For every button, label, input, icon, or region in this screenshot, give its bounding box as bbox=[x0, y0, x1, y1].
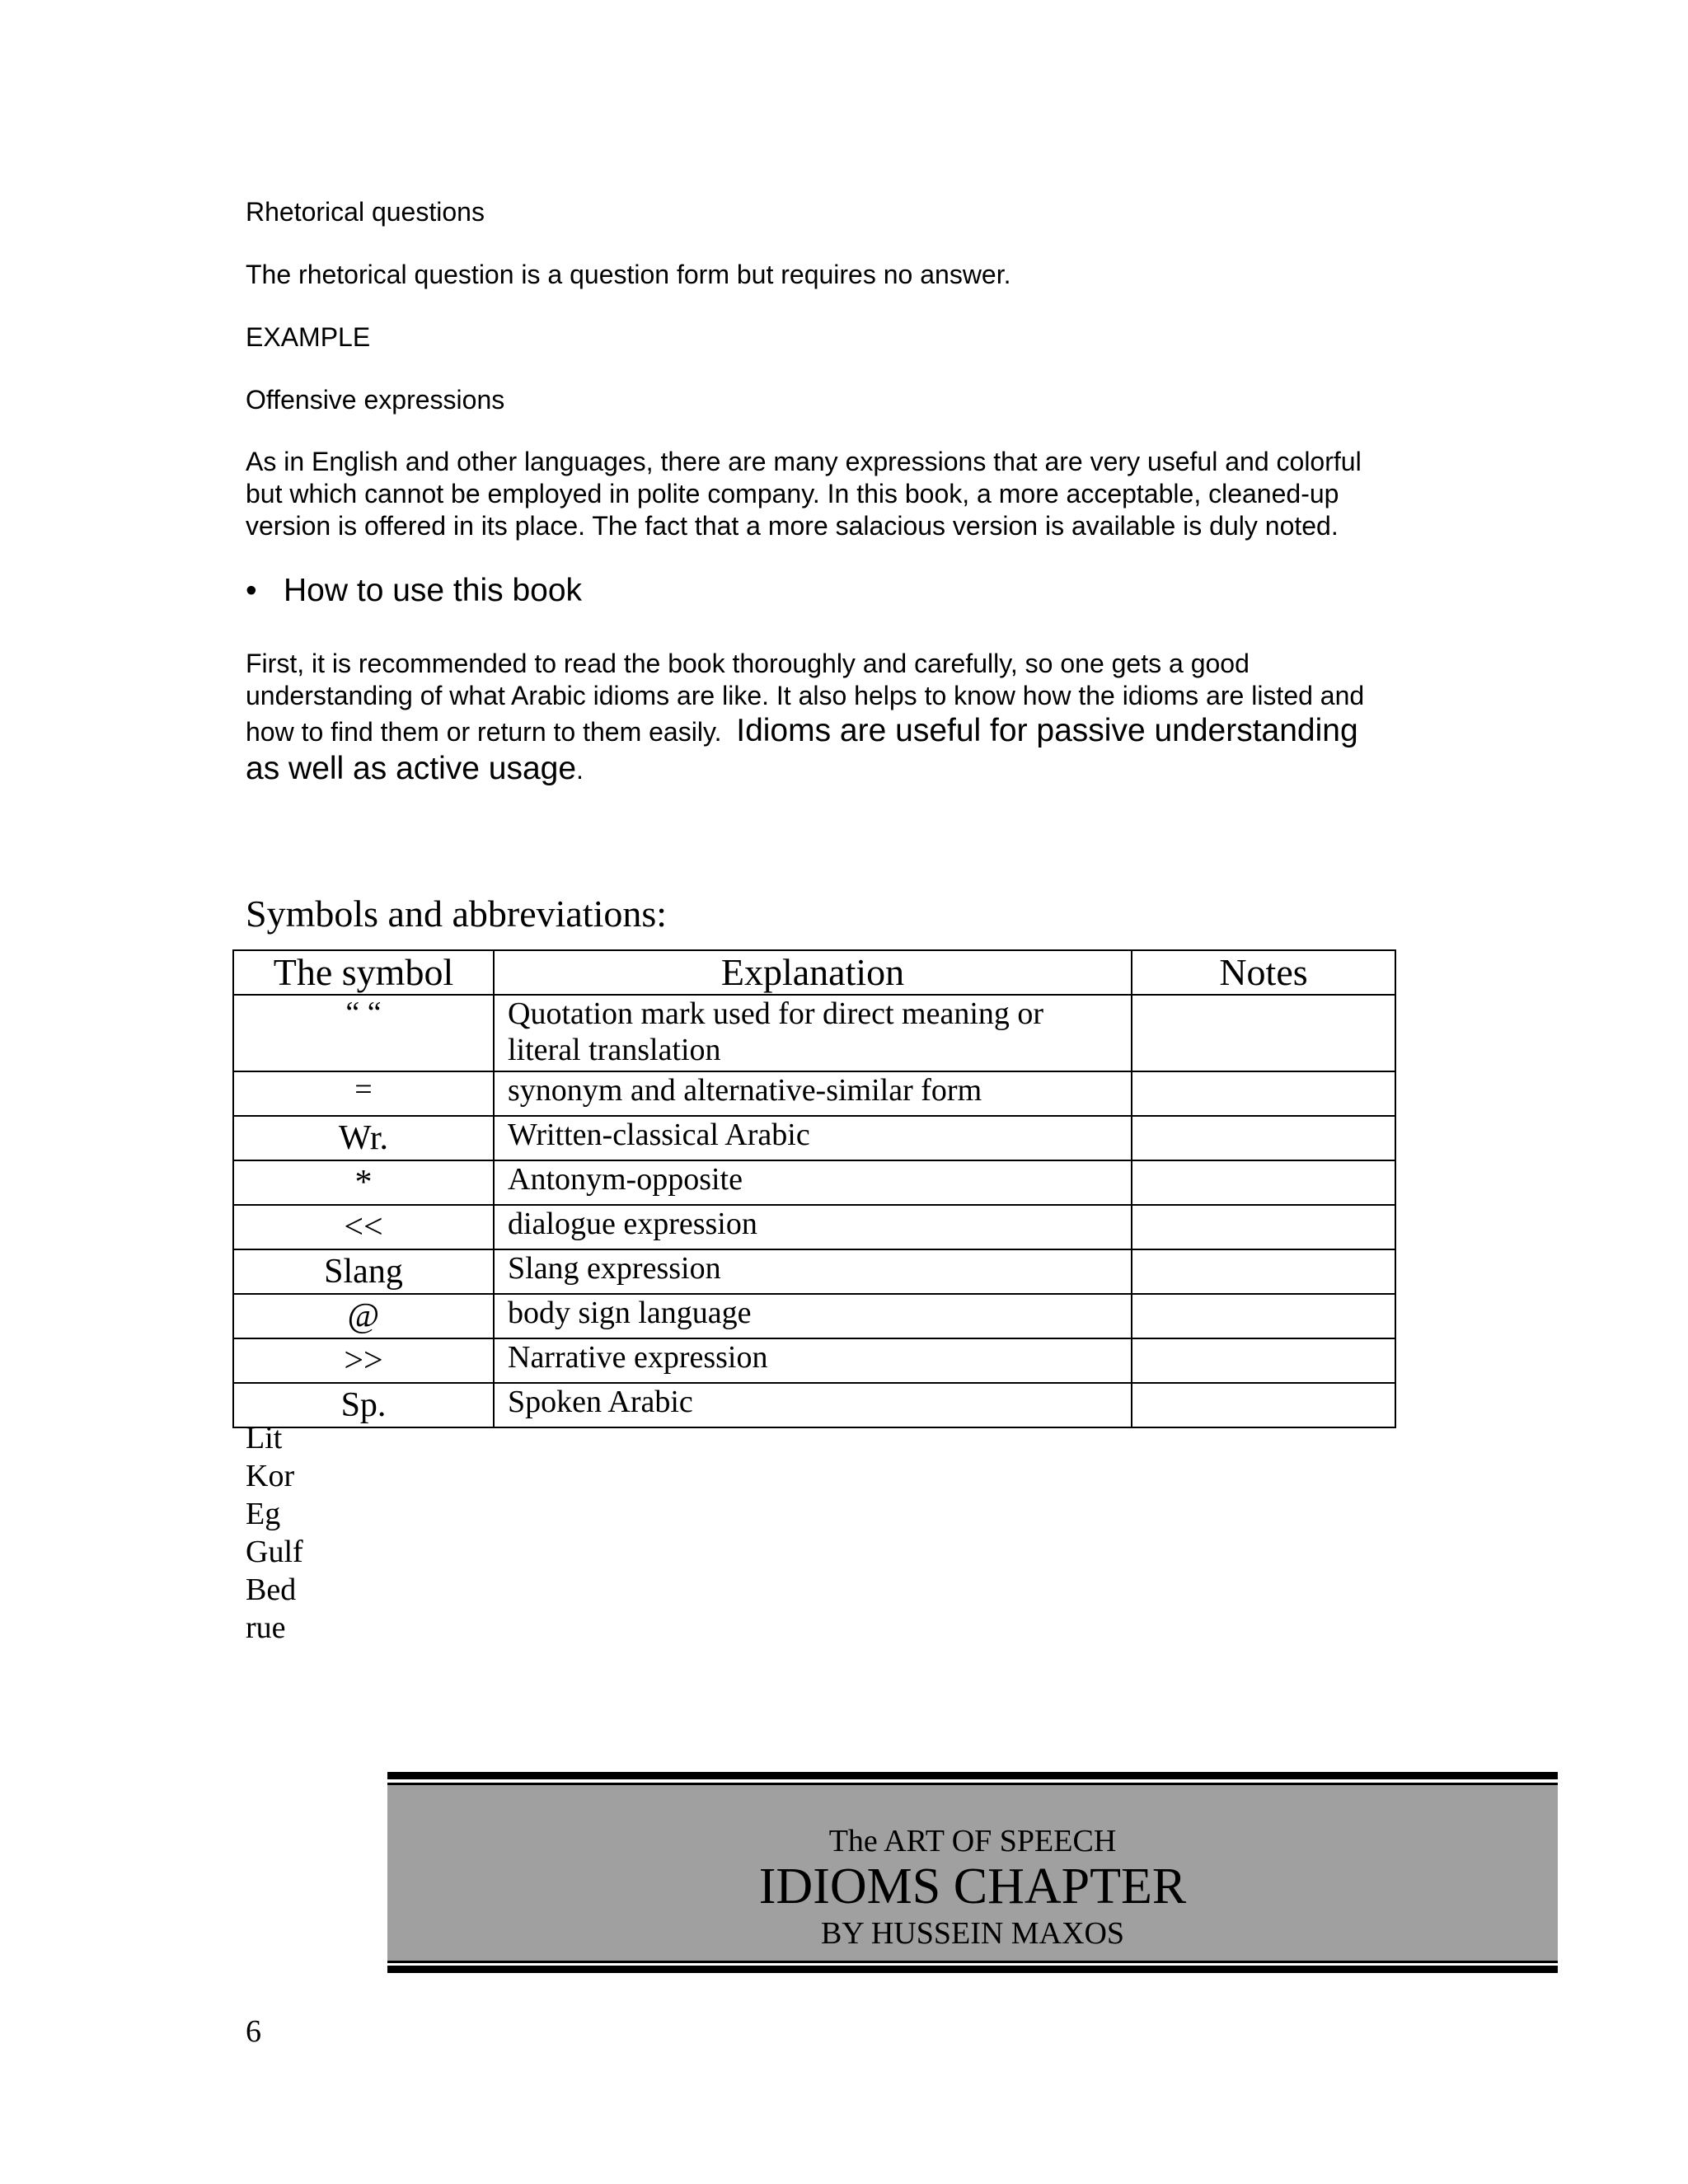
table-row bbox=[233, 1116, 1395, 1160]
notes-cell bbox=[1132, 1338, 1395, 1383]
abbreviation-item: Gulf bbox=[246, 1535, 303, 1569]
notes-cell bbox=[1132, 1294, 1395, 1338]
offensive-line: version is offered in its place. The fact that a more salacious version is available is duly noted. bbox=[246, 511, 1339, 541]
abbreviation-item: Bed bbox=[246, 1572, 297, 1607]
paragraph-period: . bbox=[576, 755, 584, 785]
column-header-notes: Notes bbox=[1132, 950, 1395, 995]
table-row bbox=[233, 1249, 1395, 1294]
abbreviation-item: Lit bbox=[246, 1421, 283, 1455]
banner-author: BY HUSSEIN MAXOS bbox=[820, 1916, 1125, 1951]
explanation-cell: Slang expression bbox=[494, 1249, 1132, 1294]
table-row bbox=[233, 1205, 1395, 1249]
banner-chapter-title: IDIOMS CHAPTER bbox=[758, 1858, 1187, 1915]
offensive-line: but which cannot be employed in polite company. In this book, a more acceptable, cleaned-up bbox=[246, 479, 1339, 509]
explanation-cell: body sign language bbox=[494, 1294, 1132, 1338]
banner-bottom-rule bbox=[387, 1966, 1558, 1973]
symbol-cell: << bbox=[233, 1205, 494, 1249]
explanation-cell: Spoken Arabic bbox=[494, 1383, 1132, 1427]
symbols-table bbox=[232, 949, 1396, 1428]
bullet-icon: • bbox=[246, 573, 257, 608]
notes-cell bbox=[1132, 995, 1395, 1071]
section-heading-rhetorical: Rhetorical questions bbox=[246, 197, 485, 227]
symbol-cell: Wr. bbox=[233, 1116, 494, 1160]
symbol-cell: “ “ bbox=[233, 995, 494, 1071]
page-number: 6 bbox=[246, 2014, 261, 2049]
how-to-use-paragraph bbox=[246, 648, 1364, 788]
paragraph-line bbox=[246, 712, 1364, 751]
column-header-symbol: The symbol bbox=[233, 950, 494, 995]
explanation-cell: synonym and alternative-similar form bbox=[494, 1071, 1132, 1116]
rhetorical-description: The rhetorical question is a question form but requires no answer. bbox=[246, 260, 1011, 289]
symbol-cell: >> bbox=[233, 1338, 494, 1383]
notes-cell bbox=[1132, 1383, 1395, 1427]
table-header-row bbox=[233, 950, 1395, 995]
banner-top-rule bbox=[387, 1772, 1558, 1779]
notes-cell bbox=[1132, 1249, 1395, 1294]
abbreviation-item: rue bbox=[246, 1610, 286, 1645]
explanation-cell: Antonym-opposite bbox=[494, 1160, 1132, 1205]
table-row bbox=[233, 1294, 1395, 1338]
explanation-line: literal translation bbox=[508, 1033, 721, 1067]
paragraph-line: understanding of what Arabic idioms are like. It also helps to know how the idioms are listed and bbox=[246, 681, 1365, 710]
symbol-cell: @ bbox=[233, 1294, 494, 1338]
bullet-heading-how-to-use bbox=[246, 572, 582, 610]
paragraph-line bbox=[246, 751, 1364, 788]
paragraph-line: First, it is recommended to read the book thoroughly and carefully, so one gets a good bbox=[246, 649, 1250, 678]
notes-cell bbox=[1132, 1116, 1395, 1160]
abbreviation-item: Eg bbox=[246, 1497, 281, 1531]
how-to-use-heading: How to use this book bbox=[284, 573, 583, 608]
banner-series-title: The ART OF SPEECH bbox=[828, 1824, 1117, 1858]
example-label: EXAMPLE bbox=[246, 322, 371, 352]
table-row bbox=[233, 1383, 1395, 1427]
footer-banner bbox=[387, 1772, 1558, 1970]
paragraph-large-text: Idioms are useful for passive understanding bbox=[736, 713, 1358, 748]
explanation-cell: Narrative expression bbox=[494, 1338, 1132, 1383]
column-header-explanation: Explanation bbox=[494, 950, 1132, 995]
paragraph-small-text: how to find them or return to them easily. bbox=[246, 717, 722, 747]
notes-cell bbox=[1132, 1160, 1395, 1205]
table-row bbox=[233, 1071, 1395, 1116]
table-row bbox=[233, 995, 1395, 1071]
abbreviation-item: Kor bbox=[246, 1459, 295, 1493]
explanation-cell: Written-classical Arabic bbox=[494, 1116, 1132, 1160]
symbols-title: Symbols and abbreviations: bbox=[246, 893, 668, 935]
explanation-cell bbox=[494, 995, 1132, 1071]
symbol-cell: * bbox=[233, 1160, 494, 1205]
explanation-cell: dialogue expression bbox=[494, 1205, 1132, 1249]
symbol-cell: Sp. bbox=[233, 1383, 494, 1427]
symbol-cell: = bbox=[233, 1071, 494, 1116]
section-heading-offensive: Offensive expressions bbox=[246, 385, 505, 415]
table-row bbox=[233, 1160, 1395, 1205]
banner-bottom-rule-thin bbox=[387, 1961, 1558, 1963]
notes-cell bbox=[1132, 1205, 1395, 1249]
paragraph-large-text: as well as active usage bbox=[246, 751, 577, 786]
symbol-cell: Slang bbox=[233, 1249, 494, 1294]
offensive-line: As in English and other languages, there are many expressions that are very useful and colorful bbox=[246, 447, 1362, 476]
offensive-paragraph bbox=[246, 446, 1362, 542]
abbreviation-list bbox=[246, 1419, 303, 1647]
explanation-line: Quotation mark used for direct meaning or bbox=[508, 996, 1044, 1031]
notes-cell bbox=[1132, 1071, 1395, 1116]
table-row bbox=[233, 1338, 1395, 1383]
